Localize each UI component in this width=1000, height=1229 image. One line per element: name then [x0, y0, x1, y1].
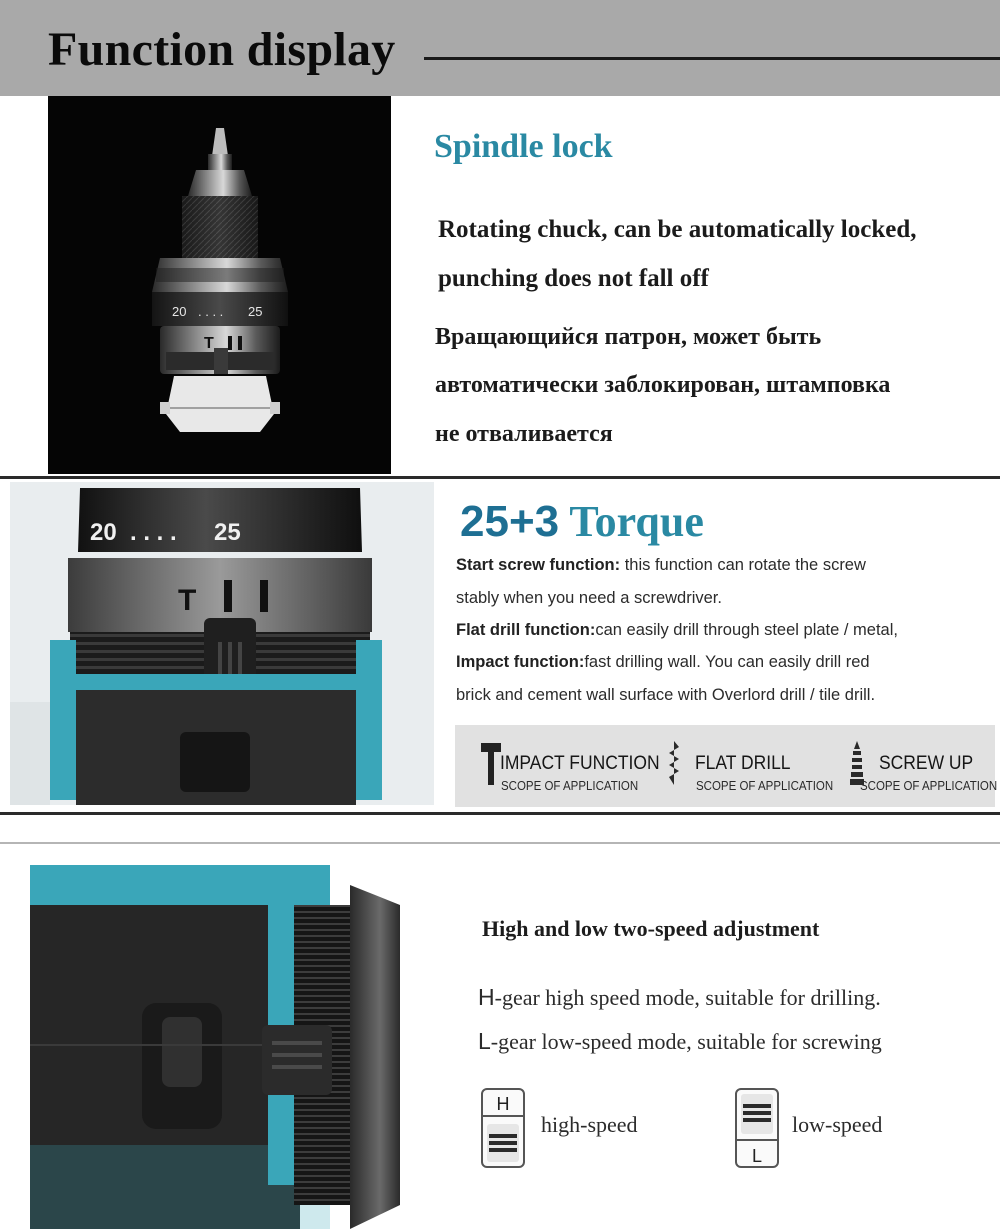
spindle-lock-ru-line-1: Вращающийся патрон, может быть — [435, 324, 822, 350]
chuck-ring-label-right: 25 — [248, 304, 263, 319]
torque-mode-symbol: T — [178, 584, 197, 617]
torque-title-number: 25+3 — [460, 497, 560, 546]
chuck-mode-symbol: T — [204, 335, 214, 352]
mode-screw-up-scope: SCOPE OF APPLICATION — [860, 779, 998, 793]
high-speed-switch-letter: H — [496, 1094, 510, 1114]
two-speed-title: High and low two-speed adjustment — [482, 916, 820, 941]
torque-paragraph-3: Flat drill function:can easily drill through steel plate / metal, — [456, 621, 898, 639]
chuck-photo — [48, 96, 391, 474]
section-divider-1 — [0, 476, 1000, 479]
low-speed-switch-icon — [735, 1088, 779, 1168]
low-speed-switch-letter: L — [751, 1146, 763, 1166]
mode-banner — [455, 725, 998, 807]
mode-flat-drill-scope: SCOPE OF APPLICATION — [696, 779, 834, 793]
svg-text:. . . .: . . . . — [130, 519, 177, 546]
drill-bit-icon — [668, 741, 680, 785]
spindle-lock-title: Spindle lock — [434, 128, 613, 165]
two-speed-line-low: L-gear low-speed mode, suitable for screwing — [478, 1028, 882, 1054]
section-divider-3 — [0, 842, 1000, 844]
mode-flat-drill-name: FLAT DRILL — [695, 753, 791, 774]
high-speed-label: high-speed — [541, 1112, 638, 1137]
hammer-icon — [481, 743, 501, 785]
speed-switch-photo — [0, 845, 420, 1229]
mode-impact-name: IMPACT FUNCTION — [500, 753, 660, 774]
svg-text:. . . .: . . . . — [198, 304, 224, 319]
page-title: Function display — [48, 23, 396, 76]
torque-ring-number-left: 20 — [90, 519, 117, 546]
section-divider-2 — [0, 812, 1000, 815]
torque-title — [460, 496, 704, 547]
torque-ring-photo — [10, 482, 434, 805]
high-speed-switch-icon — [481, 1088, 525, 1168]
header-rule — [424, 57, 1000, 60]
torque-title-word: Torque — [569, 497, 704, 546]
gear-letter-l: L — [478, 1028, 491, 1054]
torque-paragraph-1: Start screw function: this function can rotate the screw — [456, 556, 866, 574]
spindle-lock-en-line-1: Rotating chuck, can be automatically locked, — [438, 216, 917, 243]
spindle-lock-ru-line-2: автоматически заблокирован, штамповка — [435, 372, 891, 398]
torque-paragraph-5: brick and cement wall surface with Overlord drill / tile drill. — [456, 686, 876, 704]
torque-paragraph-4: Impact function:fast drilling wall. You can easily drill red — [456, 653, 870, 671]
spindle-lock-ru-line-3: не отваливается — [435, 421, 613, 447]
low-speed-label: low-speed — [792, 1112, 883, 1137]
torque-ring-illustration — [10, 482, 434, 805]
gear-letter-h: H — [478, 984, 495, 1010]
chuck-illustration — [48, 96, 391, 474]
mode-impact-scope: SCOPE OF APPLICATION — [501, 779, 639, 793]
mode-screw-up-name: SCREW UP — [879, 753, 974, 774]
torque-ring-number-right: 25 — [214, 519, 241, 546]
torque-paragraph-2: stably when you need a screwdriver. — [456, 589, 722, 607]
chuck-ring-label-left: 20 — [172, 304, 187, 319]
spindle-lock-en-line-2: punching does not fall off — [438, 265, 709, 292]
two-speed-line-high: H-gear high speed mode, suitable for drilling. — [478, 984, 881, 1010]
speed-switch-illustration — [0, 845, 420, 1229]
